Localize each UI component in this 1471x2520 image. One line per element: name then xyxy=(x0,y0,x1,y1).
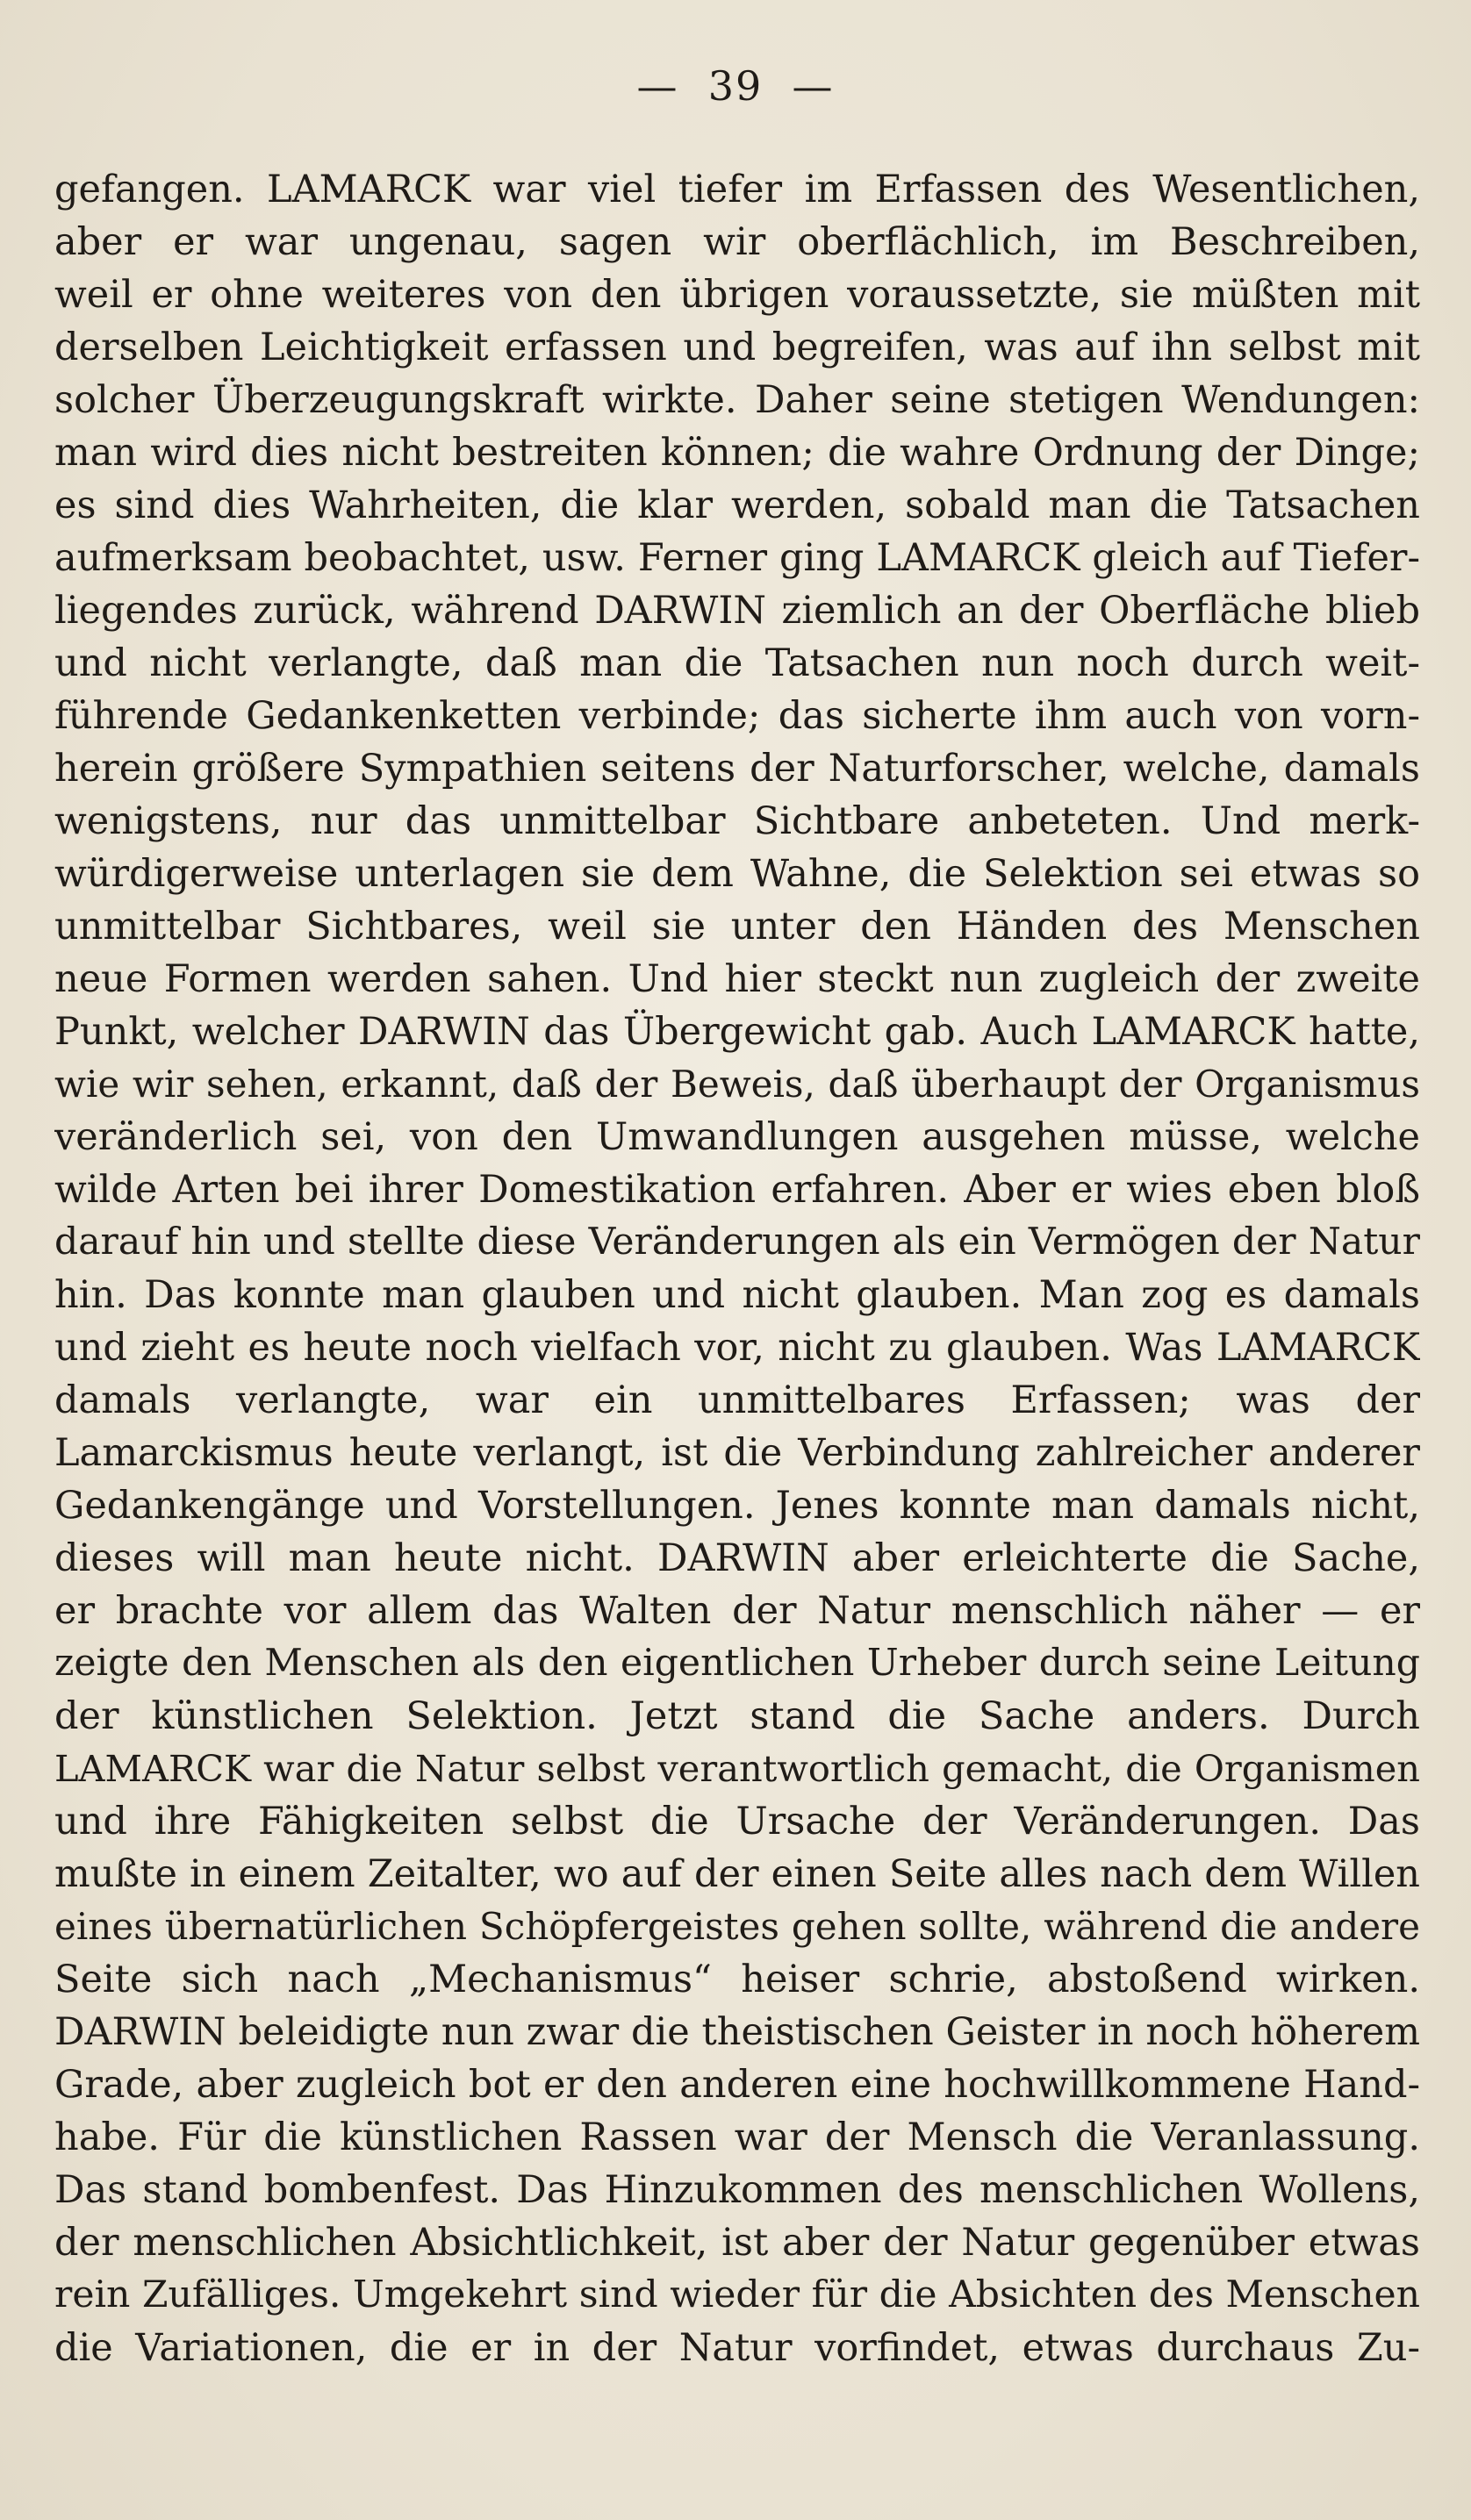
text-line: er brachte vor allem das Walten der Natur menschlich näher — er xyxy=(54,1589,1420,1633)
text-line: wilde Arten bei ihrer Domestikation erfahren. Aber er wies eben bloß xyxy=(54,1168,1420,1212)
text-line: und ihre Fähigkeiten selbst die Ursache der Veränderungen. Das xyxy=(54,1800,1420,1843)
text-line: unmittelbar Sichtbares, weil sie unter den Händen des Menschen xyxy=(54,905,1420,949)
text-line: mußte in einem Zeitalter, wo auf der einen Seite alles nach dem Willen xyxy=(54,1852,1420,1896)
text-line: der menschlichen Absichtlichkeit, ist aber der Natur gegenüber etwas xyxy=(54,2221,1420,2265)
text-line: veränderlich sei, von den Umwandlungen ausgehen müsse, welche xyxy=(54,1115,1420,1159)
text-line: aber er war ungenau, sagen wir oberflächlich, im Beschreiben, xyxy=(54,220,1420,264)
text-line: habe. Für die künstlichen Rassen war der Mensch die Veranlassung. xyxy=(54,2116,1420,2159)
text-line: gefangen. LAMARCK war viel tiefer im Erfassen des Wesentlichen, xyxy=(54,168,1420,211)
text-line: wie wir sehen, erkannt, daß der Beweis, daß überhaupt der Organismus xyxy=(54,1063,1420,1106)
text-line: zeigte den Menschen als den eigentlichen Urheber durch seine Leitung xyxy=(54,1642,1420,1685)
text-line: derselben Leichtigkeit erfassen und begreifen, was auf ihn selbst mit xyxy=(54,326,1420,369)
text-line: damals verlangte, war ein unmittelbares Erfassen; was der xyxy=(54,1378,1420,1422)
text-line: aufmerksam beobachtet, usw. Ferner ging LAMARCK gleich auf Tiefer- xyxy=(54,536,1420,580)
text-line: eines übernatürlichen Schöpfergeistes gehen sollte, während die andere xyxy=(54,1905,1420,1948)
text-line: Grade, aber zugleich bot er den anderen eine hochwillkommene Hand- xyxy=(54,2063,1420,2107)
text-line: und zieht es heute noch vielfach vor, nicht zu glauben. Was LAMARCK xyxy=(54,1326,1420,1370)
text-line: darauf hin und stellte diese Veränderungen als ein Vermögen der Natur xyxy=(54,1221,1420,1264)
text-line: Das stand bombenfest. Das Hinzukommen des menschlichen Wollens, xyxy=(54,2168,1420,2212)
text-line: herein größere Sympathien seitens der Naturforscher, welche, damals xyxy=(54,747,1420,791)
text-line: die Variationen, die er in der Natur vorfindet, etwas durchaus Zu- xyxy=(54,2326,1420,2370)
text-line: solcher Überzeugungskraft wirkte. Daher seine stetigen Wendungen: xyxy=(54,378,1420,422)
text-line: LAMARCK war die Natur selbst verantwortlich gemacht, die Organismen xyxy=(54,1747,1420,1790)
text-line: würdigerweise unterlagen sie dem Wahne, die Selektion sei etwas so xyxy=(54,852,1420,896)
text-line: es sind dies Wahrheiten, die klar werden, sobald man die Tatsachen xyxy=(54,483,1420,527)
text-line: liegendes zurück, während DARWIN ziemlich an der Oberfläche blieb xyxy=(54,589,1420,633)
text-line: Gedankengänge und Vorstellungen. Jenes konnte man damals nicht, xyxy=(54,1484,1420,1528)
text-line: wenigstens, nur das unmittelbar Sichtbare anbeteten. Und merk- xyxy=(54,799,1420,843)
text-line: hin. Das konnte man glauben und nicht glauben. Man zog es damals xyxy=(54,1273,1420,1317)
body-text xyxy=(54,163,1420,2374)
text-line: dieses will man heute nicht. DARWIN aber erleichterte die Sache, xyxy=(54,1536,1420,1580)
text-line: Seite sich nach „Mechanismus“ heiser schrie, abstoßend wirken. xyxy=(54,1958,1420,2001)
text-line: neue Formen werden sahen. Und hier steckt nun zugleich der zweite xyxy=(54,957,1420,1001)
text-line: Punkt, welcher DARWIN das Übergewicht gab. Auch LAMARCK hatte, xyxy=(54,1010,1420,1054)
text-line: man wird dies nicht bestreiten können; die wahre Ordnung der Dinge; xyxy=(54,431,1420,475)
text-line: Lamarckismus heute verlangt, ist die Verbindung zahlreicher anderer xyxy=(54,1431,1420,1475)
text-line: führende Gedankenketten verbinde; das sicherte ihm auch von vorn- xyxy=(54,694,1420,738)
text-line: weil er ohne weiteres von den übrigen voraussetzte, sie müßten mit xyxy=(54,273,1420,317)
text-line: und nicht verlangte, daß man die Tatsachen nun noch durch weit- xyxy=(54,641,1420,685)
text-line: der künstlichen Selektion. Jetzt stand die Sache anders. Durch xyxy=(54,1694,1420,1738)
text-line: DARWIN beleidigte nun zwar die theistischen Geister in noch höherem xyxy=(54,2010,1420,2054)
text-line: rein Zufälliges. Umgekehrt sind wieder für die Absichten des Menschen xyxy=(54,2273,1420,2316)
page-number: — 39 — xyxy=(636,62,835,110)
